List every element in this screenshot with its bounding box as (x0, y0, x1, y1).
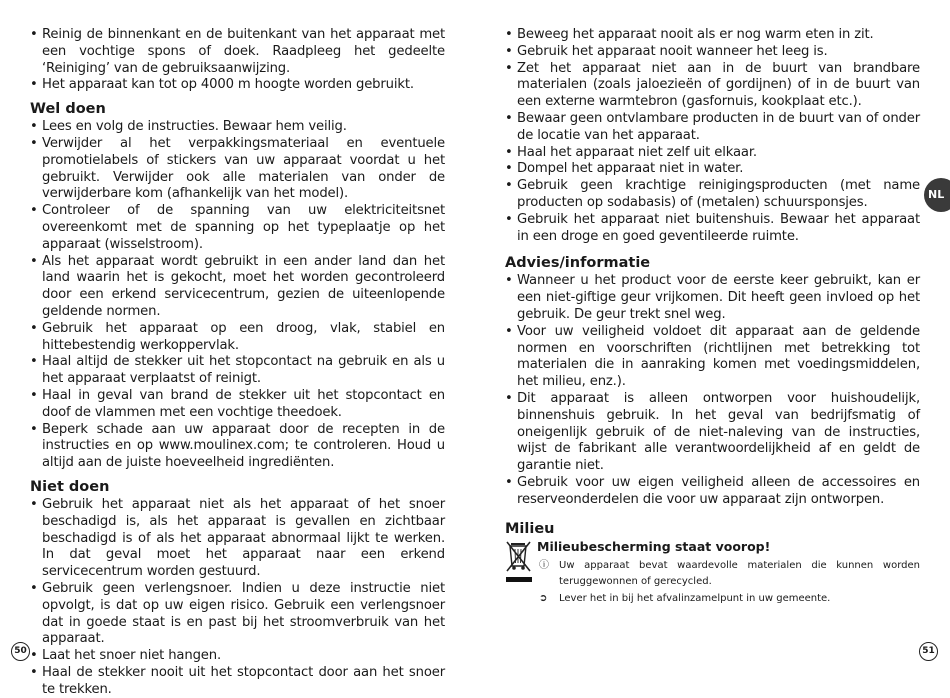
section-heading-advies: Advies/informatie (505, 255, 651, 272)
crossed-out-wheelie-bin-icon (505, 539, 533, 585)
page-number-right: 51 (919, 642, 938, 661)
list-item: • Bewaar geen ontvlambare producten in de buurt van of onder de locatie van het apparaat. (505, 111, 920, 145)
environment-info-text: Uw apparaat bevat waardevolle materialen die kunnen worden teruggewonnen of gerecycled. (559, 559, 920, 588)
list-item: • Als het apparaat wordt gebruikt in een ander land dan het land waarin het is gekocht, moet het worden gecontroleerd door een erkend servicecentrum, gezien de uiteenlopende geldende normen. (30, 254, 445, 321)
section-heading-wel-doen: Wel doen (30, 101, 106, 118)
environment-text (537, 539, 920, 608)
list-item: • Gebruik het apparaat niet als het apparaat of het snoer beschadigd is, als het apparaat is gevallen en zichtbaar beschadigd is of als het apparaat abnormaal lijkt te werken. In dat geval moet het apparaat naar een erkend servicecentrum worden gestuurd. (30, 497, 445, 581)
list-item: • Beweeg het apparaat nooit als er nog warm eten in zit. (505, 27, 920, 44)
language-tab: NL (924, 178, 950, 212)
environment-info-row (537, 558, 920, 591)
list-item: • Verwijder al het verpakkingsmateriaal en eventuele promotielabels of stickers van uw apparaat voordat u het gebruikt. Verwijder ook alle materialen van onder de verwijderbare kom (afhankelijk van het model). (30, 136, 445, 203)
list-item: • Haal het apparaat niet zelf uit elkaar. (505, 145, 920, 162)
page-number-left: 50 (11, 642, 30, 661)
environment-arrow-row (537, 591, 920, 608)
list-item: • Wanneer u het product voor de eerste keer gebruikt, kan er een niet-giftige geur vrijkomen. Dit heeft geen invloed op het gebruik. De geur trekt snel weg. (505, 273, 920, 323)
list-item: • Controleer of de spanning van uw elektriciteitsnet overeenkomt met de spanning op het typeplaatje op het apparaat (wisselstroom). (30, 203, 445, 253)
section-heading-milieu: Milieu (505, 520, 555, 537)
list-item: • Gebruik het apparaat op een droog, vlak, stabiel en hittebestendig werkoppervlak. (30, 321, 445, 355)
list-item: • Laat het snoer niet hangen. (30, 648, 445, 665)
list-item: • Voor uw veiligheid voldoet dit apparaat aan de geldende normen en voorschriften (richtlijnen met betrekking tot materialen die in aanraking komen met voedingsmiddelen, het milieu, enz.). (505, 324, 920, 391)
environment-block (505, 539, 920, 608)
right-column (505, 27, 920, 607)
list-item: • Gebruik geen verlengsnoer. Indien u deze instructie niet opvolgt, is dat op uw eigen risico. Gebruik een verlengsnoer dat in goede staat is en past bij het stroomverbruik van het apparaat. (30, 581, 445, 648)
list-item: • Haal in geval van brand de stekker uit het stopcontact en doof de vlammen met een vochtige theedoek. (30, 388, 445, 422)
environment-subheading: Milieubescherming staat voorop! (537, 538, 771, 554)
info-icon: ⓘ (539, 559, 549, 571)
environment-arrow-text: Lever het in bij het afvalinzamelpunt in uw gemeente. (559, 592, 831, 604)
list-item: • Dit apparaat is alleen ontworpen voor huishoudelijk, binnenshuis gebruik. In het geval van bedrijfsmatig of oneigenlijk gebruik of de niet-naleving van de instructies, wijst de fabrikant alle verantwoordelijkheid af en geldt de garantie niet. (505, 391, 920, 475)
list-item: • Het apparaat kan tot op 4000 m hoogte worden gebruikt. (30, 77, 445, 94)
list-item: • Dompel het apparaat niet in water. (505, 161, 920, 178)
list-item: • Zet het apparaat niet aan in de buurt van brandbare materialen (zoals jaloezieën of gordijnen) of in de buurt van een externe warmtebron (gasfornuis, kookplaat etc.). (505, 61, 920, 111)
list-item: • Lees en volg de instructies. Bewaar hem veilig. (30, 119, 445, 136)
intro-list (30, 27, 445, 94)
list-item: • Reinig de binnenkant en de buitenkant van het apparaat met een vochtige spons of doek. Raadpleeg het gedeelte ‘Reiniging’ van de gebruiksaanwijzing. (30, 27, 445, 77)
list-item: • Gebruik het apparaat nooit wanneer het leeg is. (505, 44, 920, 61)
list-item: • Gebruik voor uw eigen veiligheid alleen de accessoires en reserveonderdelen die voor uw apparaat zijn ontworpen. (505, 475, 920, 509)
section-heading-niet-doen: Niet doen (30, 478, 110, 495)
advies-list (505, 273, 920, 508)
arrow-icon: ➲ (539, 592, 548, 604)
list-item: • Gebruik geen krachtige reinigingsproducten (met name producten op sodabasis) of (metalen) schuursponsjes. (505, 178, 920, 212)
wel-doen-list (30, 119, 445, 472)
list-item: • Gebruik het apparaat niet buitenshuis. Bewaar het apparaat in een droge en goed geventileerde ruimte. (505, 212, 920, 246)
niet-doen-list (30, 497, 445, 698)
list-item: • Beperk schade aan uw apparaat door de recepten in de instructies en op www.moulinex.com; te controleren. Houd u altijd aan de juiste hoeveelheid ingrediënten. (30, 422, 445, 472)
list-item: • Haal altijd de stekker uit het stopcontact na gebruik en als u het apparaat verplaatst of reinigt. (30, 354, 445, 388)
list-item: • Haal de stekker nooit uit het stopcontact door aan het snoer te trekken. (30, 665, 445, 698)
niet-doen-continued-list (505, 27, 920, 245)
left-column (30, 27, 445, 698)
